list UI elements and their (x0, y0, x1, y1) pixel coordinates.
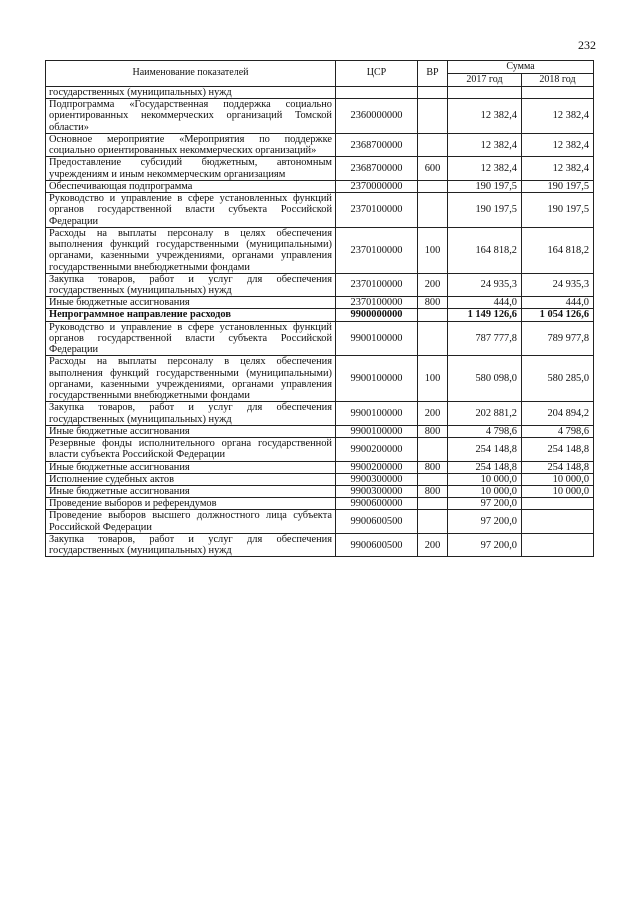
row-vr (418, 321, 448, 356)
row-vr (418, 99, 448, 134)
row-name: Закупка товаров, работ и услуг для обеспечения государственных (муниципальных) нужд (46, 273, 336, 296)
row-sum-2017: 164 818,2 (448, 227, 522, 273)
table-row (46, 157, 594, 180)
page-number: 232 (578, 38, 596, 52)
row-sum-2018: 10 000,0 (522, 473, 594, 485)
row-name: Обеспечивающая подпрограмма (46, 180, 336, 192)
row-sum-2017: 24 935,3 (448, 273, 522, 296)
row-sum-2018: 204 894,2 (522, 402, 594, 425)
header-vr: ВР (418, 61, 448, 87)
row-csr: 9900100000 (336, 425, 418, 437)
row-sum-2017: 1 149 126,6 (448, 309, 522, 321)
table-row (46, 402, 594, 425)
row-sum-2017: 97 200,0 (448, 498, 522, 510)
row-sum-2018 (522, 498, 594, 510)
row-csr: 9900100000 (336, 321, 418, 356)
row-sum-2017: 12 382,4 (448, 157, 522, 180)
row-vr: 200 (418, 273, 448, 296)
row-csr: 9900100000 (336, 356, 418, 402)
row-vr (418, 510, 448, 533)
row-vr: 800 (418, 461, 448, 473)
row-sum-2018: 4 798,6 (522, 425, 594, 437)
table-body (46, 87, 594, 557)
row-csr: 9900300000 (336, 485, 418, 497)
row-csr: 9900200000 (336, 461, 418, 473)
row-csr: 2370100000 (336, 273, 418, 296)
row-sum-2017: 787 777,8 (448, 321, 522, 356)
row-name: Расходы на выплаты персоналу в целях обеспечения выполнения функций государственными (муниципальными) органами, казенными учреждениями, органами управления государственными внебюджетными фондами (46, 356, 336, 402)
table-row (46, 425, 594, 437)
table-row (46, 461, 594, 473)
row-vr: 200 (418, 533, 448, 556)
row-sum-2018: 190 197,5 (522, 193, 594, 228)
row-csr: 2370100000 (336, 193, 418, 228)
row-vr: 100 (418, 227, 448, 273)
row-sum-2017: 444,0 (448, 297, 522, 309)
row-name: Подпрограмма «Государственная поддержка социально ориентированных некоммерческих организаций Томской области» (46, 99, 336, 134)
header-name: Наименование показателей (46, 61, 336, 87)
row-vr (418, 133, 448, 156)
row-name: Иные бюджетные ассигнования (46, 297, 336, 309)
row-sum-2018: 789 977,8 (522, 321, 594, 356)
row-csr: 9900600500 (336, 533, 418, 556)
row-csr: 9900100000 (336, 402, 418, 425)
row-sum-2017: 190 197,5 (448, 193, 522, 228)
row-vr (418, 473, 448, 485)
header-sum: Сумма (448, 61, 594, 74)
row-sum-2017: 4 798,6 (448, 425, 522, 437)
row-sum-2018: 164 818,2 (522, 227, 594, 273)
row-name: Проведение выборов высшего должностного лица субъекта Российской Федерации (46, 510, 336, 533)
row-sum-2017: 254 148,8 (448, 438, 522, 461)
row-sum-2018: 12 382,4 (522, 133, 594, 156)
row-sum-2017: 580 098,0 (448, 356, 522, 402)
row-name: Резервные фонды исполнительного органа государственной власти субъекта Российской Федерации (46, 438, 336, 461)
row-sum-2018: 190 197,5 (522, 180, 594, 192)
row-sum-2018 (522, 510, 594, 533)
row-vr (418, 193, 448, 228)
row-name: Непрограммное направление расходов (46, 309, 336, 321)
row-name: Исполнение судебных актов (46, 473, 336, 485)
row-sum-2018: 12 382,4 (522, 157, 594, 180)
table-row (46, 473, 594, 485)
table-row (46, 227, 594, 273)
table-row (46, 485, 594, 497)
row-vr (418, 180, 448, 192)
row-name: Основное мероприятие «Мероприятия по поддержке социально ориентированных некоммерческих организаций» (46, 133, 336, 156)
row-sum-2017: 97 200,0 (448, 510, 522, 533)
row-name: Закупка товаров, работ и услуг для обеспечения государственных (муниципальных) нужд (46, 533, 336, 556)
header-csr: ЦСР (336, 61, 418, 87)
row-vr (418, 87, 448, 99)
table-row (46, 438, 594, 461)
row-csr: 9900200000 (336, 438, 418, 461)
table-row (46, 273, 594, 296)
row-vr (418, 438, 448, 461)
row-name: Расходы на выплаты персоналу в целях обеспечения выполнения функций государственными (муниципальными) органами, казенными учреждениями, органами управления государственными внебюджетными фондами (46, 227, 336, 273)
row-vr: 800 (418, 485, 448, 497)
row-sum-2017: 97 200,0 (448, 533, 522, 556)
row-sum-2018: 1 054 126,6 (522, 309, 594, 321)
row-name: Предоставление субсидий бюджетным, автономным учреждениям и иным некоммерческим организациям (46, 157, 336, 180)
table-row (46, 533, 594, 556)
row-csr: 2360000000 (336, 99, 418, 134)
row-name: Руководство и управление в сфере установленных функций органов государственной власти субъекта Российской Федерации (46, 193, 336, 228)
table-row (46, 498, 594, 510)
table-row (46, 510, 594, 533)
row-vr: 600 (418, 157, 448, 180)
row-csr: 2370100000 (336, 297, 418, 309)
row-vr: 100 (418, 356, 448, 402)
row-vr: 800 (418, 297, 448, 309)
table-row (46, 133, 594, 156)
row-vr (418, 498, 448, 510)
row-name: Иные бюджетные ассигнования (46, 461, 336, 473)
row-csr: 2370100000 (336, 227, 418, 273)
row-sum-2018: 254 148,8 (522, 461, 594, 473)
table-row (46, 99, 594, 134)
row-sum-2018: 24 935,3 (522, 273, 594, 296)
table-row (46, 356, 594, 402)
row-csr (336, 87, 418, 99)
row-sum-2017: 12 382,4 (448, 133, 522, 156)
row-vr: 800 (418, 425, 448, 437)
header-year-2017: 2017 год (448, 74, 522, 87)
row-vr (418, 309, 448, 321)
row-name: Иные бюджетные ассигнования (46, 485, 336, 497)
row-sum-2018 (522, 87, 594, 99)
table-row (46, 321, 594, 356)
row-sum-2017: 10 000,0 (448, 473, 522, 485)
table-row (46, 87, 594, 99)
row-csr: 2370000000 (336, 180, 418, 192)
row-name: Руководство и управление в сфере установленных функций органов государственной власти субъекта Российской Федерации (46, 321, 336, 356)
row-name: Проведение выборов и референдумов (46, 498, 336, 510)
row-sum-2017: 190 197,5 (448, 180, 522, 192)
table-row (46, 180, 594, 192)
row-sum-2017: 10 000,0 (448, 485, 522, 497)
row-name: Иные бюджетные ассигнования (46, 425, 336, 437)
row-sum-2017: 202 881,2 (448, 402, 522, 425)
table-row (46, 193, 594, 228)
row-sum-2017: 12 382,4 (448, 99, 522, 134)
table-row (46, 309, 594, 321)
header-year-2018: 2018 год (522, 74, 594, 87)
row-csr: 9900300000 (336, 473, 418, 485)
row-sum-2018: 12 382,4 (522, 99, 594, 134)
table-header (46, 61, 594, 87)
row-sum-2018: 10 000,0 (522, 485, 594, 497)
row-sum-2018: 444,0 (522, 297, 594, 309)
row-sum-2018: 254 148,8 (522, 438, 594, 461)
row-name: Закупка товаров, работ и услуг для обеспечения государственных (муниципальных) нужд (46, 402, 336, 425)
row-csr: 9900000000 (336, 309, 418, 321)
row-name: государственных (муниципальных) нужд (46, 87, 336, 99)
row-sum-2018 (522, 533, 594, 556)
row-csr: 2368700000 (336, 133, 418, 156)
budget-table (45, 60, 594, 557)
row-csr: 9900600000 (336, 498, 418, 510)
row-vr: 200 (418, 402, 448, 425)
table-row (46, 297, 594, 309)
row-sum-2018: 580 285,0 (522, 356, 594, 402)
row-csr: 2368700000 (336, 157, 418, 180)
row-sum-2017 (448, 87, 522, 99)
row-sum-2017: 254 148,8 (448, 461, 522, 473)
row-csr: 9900600500 (336, 510, 418, 533)
